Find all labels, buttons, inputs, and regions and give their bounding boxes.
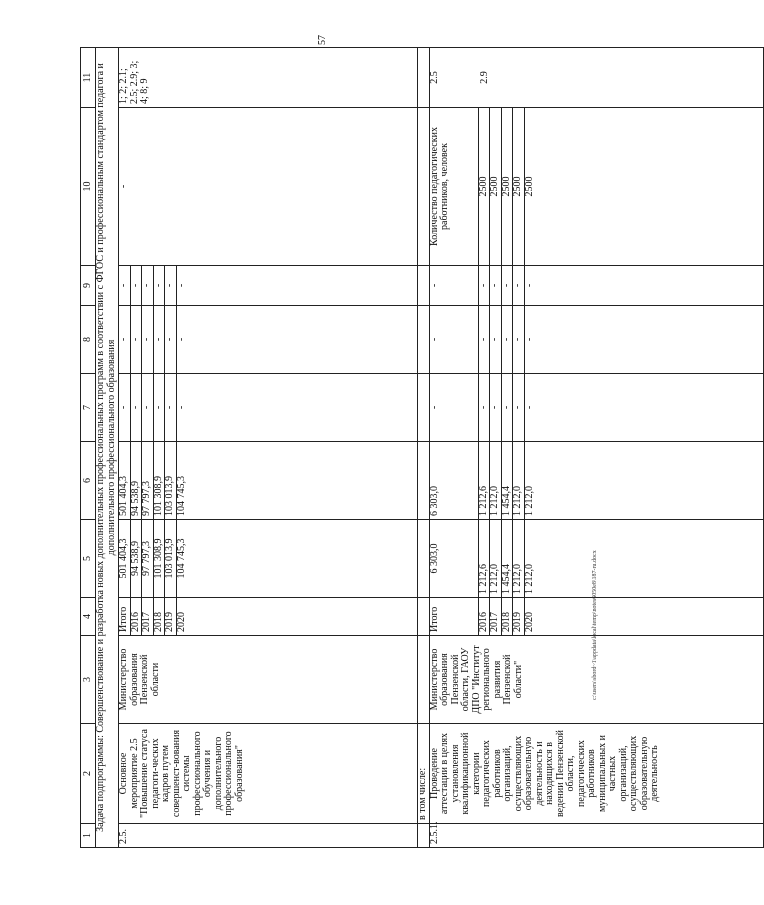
value-total: 501 404,3 xyxy=(119,520,131,598)
indicator-ref: 1; 2; 2.1; 2.5; 2.9; 3; 4; 8; 9 xyxy=(119,48,418,108)
table-row xyxy=(119,48,131,848)
empty-cell xyxy=(417,598,429,636)
value-regional: 501 404,3 xyxy=(119,442,131,520)
col-header: 8 xyxy=(81,306,96,374)
measure-name: Основное мероприятие 2.5 "Повышение статуса педагоги-ческих кадров путем совершенст-вования системы профессионального обучения и дополнительного профессионального образования" xyxy=(119,724,418,824)
value-total: 1 212,0 xyxy=(524,520,763,598)
empty-cell xyxy=(417,266,429,306)
value-col7: - xyxy=(524,374,763,442)
indicator-value: 2500 xyxy=(478,108,490,266)
indicator-value: 2500 xyxy=(524,108,763,266)
value-total: 94 538,9 xyxy=(130,520,142,598)
value-col7: - xyxy=(429,374,478,442)
value-regional: 94 538,9 xyxy=(130,442,142,520)
col-header: 9 xyxy=(81,266,96,306)
value-col7: - xyxy=(478,374,490,442)
value-col7: - xyxy=(513,374,525,442)
value-regional: 103 013,9 xyxy=(165,442,177,520)
value-col8: - xyxy=(142,306,154,374)
col-header: 1 xyxy=(81,824,96,848)
value-regional: 6 303,0 xyxy=(429,442,478,520)
value-col7: - xyxy=(142,374,154,442)
indicator-ref xyxy=(429,48,763,108)
task-title: Задача подпрограммы: Совершенствование и разработка новых дополнительных профессиональных программ в соответствии с ФГОС и профессиональным стандартом педагога и дополнительного профессионального образования xyxy=(96,48,119,848)
indicator: Количество педагогических работников, человек xyxy=(429,108,478,266)
value-col8: - xyxy=(130,306,142,374)
executor: Министерство образования Пензенской области xyxy=(119,636,418,724)
value-col8: - xyxy=(524,306,763,374)
indicator-value: 2500 xyxy=(501,108,513,266)
value-col8: - xyxy=(513,306,525,374)
value-total: 1 454,4 xyxy=(501,520,513,598)
indicator: - xyxy=(119,108,418,266)
value-regional: 1 212,0 xyxy=(490,442,502,520)
value-col8: - xyxy=(176,306,417,374)
value-col7: - xyxy=(153,374,165,442)
value-col9: - xyxy=(153,266,165,306)
value-col8: - xyxy=(165,306,177,374)
value-total: 101 308,9 xyxy=(153,520,165,598)
empty-cell xyxy=(417,824,429,848)
year: 2020 xyxy=(176,598,417,636)
indicator-value: 2500 xyxy=(513,108,525,266)
col-header: 6 xyxy=(81,442,96,520)
value-col7: - xyxy=(501,374,513,442)
table-row xyxy=(429,48,478,848)
value-total: 104 745,3 xyxy=(176,520,417,598)
value-col7: - xyxy=(165,374,177,442)
value-col9: - xyxy=(501,266,513,306)
value-total: 103 013,9 xyxy=(165,520,177,598)
indicator-value: 2500 xyxy=(490,108,502,266)
value-col8: - xyxy=(490,306,502,374)
empty-cell xyxy=(417,442,429,520)
measure-name: Проведение аттестации в целях установления квалификационной категории педагогических работников организаций, осуществляющих образовательную деятельность и находящихся в ведении Пензенской области, педагогических работников муниципальных и частных организаций, осуществляющих образовательную деятельность xyxy=(429,724,763,824)
year: 2018 xyxy=(501,598,513,636)
col-header: 5 xyxy=(81,520,96,598)
value-regional: 1 454,4 xyxy=(501,442,513,520)
value-total: 6 303,0 xyxy=(429,520,478,598)
year: 2020 xyxy=(524,598,763,636)
footer-text: c:\users\sbord~1\appdata\local\temp\notes6050e8\187-ru.docx xyxy=(592,550,598,700)
program-table xyxy=(80,47,764,848)
value-col9: - xyxy=(478,266,490,306)
row-number: 2.5.1. xyxy=(429,824,763,848)
value-regional: 1 212,0 xyxy=(513,442,525,520)
empty-cell xyxy=(417,636,429,724)
col-header: 10 xyxy=(81,108,96,266)
value-total: 1 212,6 xyxy=(478,520,490,598)
value-col9: - xyxy=(490,266,502,306)
value-col9: - xyxy=(513,266,525,306)
value-col7: - xyxy=(176,374,417,442)
value-total: 1 212,0 xyxy=(513,520,525,598)
value-col8: - xyxy=(119,306,131,374)
year: 2019 xyxy=(165,598,177,636)
column-number-row xyxy=(81,48,96,848)
value-col9: - xyxy=(429,266,478,306)
col-header: 11 xyxy=(81,48,96,108)
indicator-ref-a: 2.5 xyxy=(428,71,440,84)
value-col7: - xyxy=(119,374,131,442)
value-col7: - xyxy=(130,374,142,442)
value-col9: - xyxy=(119,266,131,306)
indicator-ref-b: 2.9 xyxy=(479,71,490,84)
year: 2018 xyxy=(153,598,165,636)
value-col9: - xyxy=(130,266,142,306)
value-col9: - xyxy=(176,266,417,306)
subheader-row xyxy=(417,48,429,848)
year: 2016 xyxy=(478,598,490,636)
empty-cell xyxy=(417,306,429,374)
year: 2017 xyxy=(142,598,154,636)
value-col9: - xyxy=(142,266,154,306)
col-header: 2 xyxy=(81,724,96,824)
value-total: 97 797,3 xyxy=(142,520,154,598)
col-header: 7 xyxy=(81,374,96,442)
page-number: 57 xyxy=(317,35,328,45)
col-header: 3 xyxy=(81,636,96,724)
empty-cell xyxy=(417,48,429,108)
value-col8: - xyxy=(478,306,490,374)
empty-cell xyxy=(417,520,429,598)
empty-cell xyxy=(417,108,429,266)
value-regional: 101 308,9 xyxy=(153,442,165,520)
subheader-text: в том числе: xyxy=(417,724,429,824)
value-col9: - xyxy=(165,266,177,306)
value-regional: 104 745,3 xyxy=(176,442,417,520)
year: 2016 xyxy=(130,598,142,636)
value-col8: - xyxy=(429,306,478,374)
value-total: 1 212,0 xyxy=(490,520,502,598)
empty-cell xyxy=(417,374,429,442)
value-col7: - xyxy=(490,374,502,442)
value-regional: 1 212,0 xyxy=(524,442,763,520)
value-col8: - xyxy=(501,306,513,374)
row-number: 2.5. xyxy=(119,824,418,848)
value-regional: 1 212,6 xyxy=(478,442,490,520)
year: 2019 xyxy=(513,598,525,636)
year: Итого xyxy=(429,598,478,636)
value-regional: 97 797,3 xyxy=(142,442,154,520)
year: Итого xyxy=(119,598,131,636)
col-header: 4 xyxy=(81,598,96,636)
value-col8: - xyxy=(153,306,165,374)
value-col9: - xyxy=(524,266,763,306)
task-row xyxy=(96,48,119,848)
year: 2017 xyxy=(490,598,502,636)
executor: Министерство образования Пензенской области, ГАОУ ДПО "Институт регионального развития Пензенской области" xyxy=(429,636,763,724)
